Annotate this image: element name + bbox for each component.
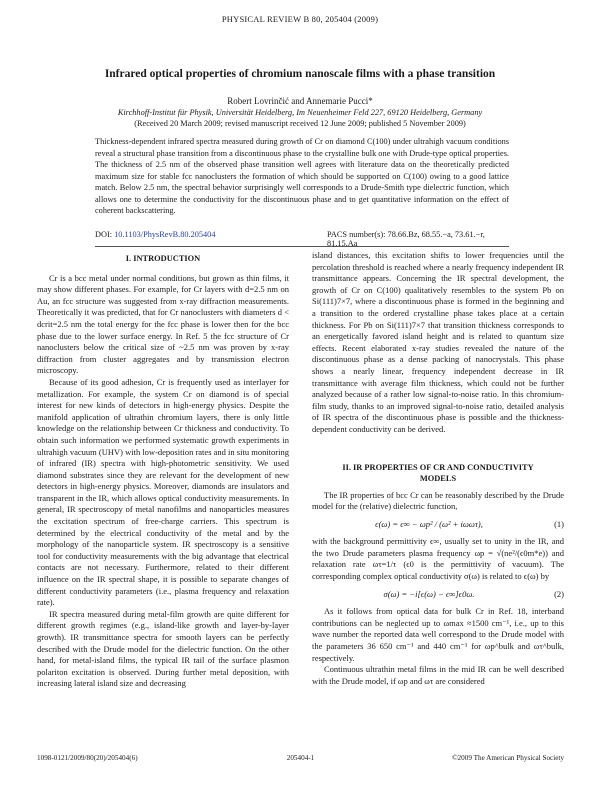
- intro-paragraph-continued: island distances, this excitation shifts to lower frequencies until the percolation threshold is reached where a nearly frequency independent IR transmittance appears. Concerning the IR spectral development, the growth of Cr on C(100) qualitatively resembles to the system Pb on Si(111)7×7, where a discontinuous phase is formed in the beginning and a transition to the ordered crystalline phase takes place at a certain thickness. For Pb on Si(111)7×7 that transition thickness corresponds to an energetically favored island height and is related to quantum size effects. Recent elaborated x-ray studies revealed the nature of the discontinuous phase as a dense packing of nanocrystals. This phase shows a nearly linear, frequency independent decrease in IR transmittance with average film thickness, which could not be further analyzed because of a rather low signal-to-noise ratio. In this chromium-film study, thanks to an improved signal-to-noise ratio, detailed analysis of IR spectra of the discontinuous phase is possible and the thickness-dependent conductivity can be derived.: [312, 250, 564, 434]
- intro-paragraph-3: IR spectra measured during metal-film growth are quite different for different growth regimes (e.g., island-like growth and layer-by-layer growth). IR transmittance spectra for smooth layers can be perfectly described with the Drude model for the dielectric function. On the other hand, for metal-island films, the typical IR tail of the surface plasmon polariton excitation is observed. During further metal deposition, with increasing lateral island size and decreasing: [37, 608, 289, 689]
- models-paragraph-4: Continuous ultrathin metal films in the mid IR can be well described with the Drude model, if ωp and ωτ are considered: [312, 664, 564, 686]
- affiliation: Kirchhoff-Institut für Physik, Universität Heidelberg, Im Neuenheimer Feld 227, 69120 Heidelberg, Germany: [117, 108, 483, 117]
- equation-1-number: (1): [554, 518, 564, 529]
- intro-paragraph-1: Cr is a bcc metal under normal conditions, but grown as thin films, it may show different phases. For example, for Cr layers with d=2.5 nm on Au, an fcc structure was suggested from x-ray diffraction measurements. Theoretically it was predicted, that for Cr nanoclusters with diameters d < dcrit=2.5 nm the total energy for the fcc phase is lower then for the bcc phase due to the lower surface energy. In Ref. 5 the fcc structure of Cr nanoclusters below the critical size of ~2.5 nm was proven by x-ray diffraction from cluster aggregates and by transmission electron microscopy.: [37, 272, 289, 376]
- models-paragraph-3: As it follows from optical data for bulk Cr in Ref. 18, interband contributions can be neglected up to ωmax ≈1500 cm⁻¹, i.e., up to this wave number the reported data well correspond to the Drude model with the parameters 36 650 cm⁻¹ and 440 cm⁻¹ for ωp^bulk and ωτ^bulk, respectively.: [312, 606, 564, 663]
- footer-copyright: ©2009 The American Physical Society: [452, 754, 564, 762]
- equation-1-formula: ϵ(ω) = ϵ∞ − ωp² / (ω² + iωωτ),: [375, 518, 483, 529]
- footer-page-number: 205404-1: [286, 754, 315, 762]
- intro-paragraph-2: Because of its good adhesion, Cr is frequently used as interlayer for metallization. For example, the system Cr on diamond is of special interest for new kinds of detectors in high-energy physics. Despite the manifold application of ultrathin chromium layers, there is only little knowledge on the relationship between Cr thickness and conductivity. To obtain such information we performed systematic growth experiments in ultrahigh vacuum (UHV) with low-deposition rates and in situ monitoring of infrared (IR) spectra with high-photometric sensitivity. We used diamond substrates since they are relevant for the development of new detectors in high-energy physics. Moreover, diamonds are insulators and transparent in the IR, which allows optical conductivity measurements. In general, IR spectroscopy of metal nanofilms and nanoparticles measures the excitation spectrum of free-charge carriers. This spectrum is determined by the electrical conductivity of the metal and by the morphology of the nanoparticle system. IR spectroscopy is a sensitive tool for conductivity measurements with the big advantage that electrical contacts are not necessary. Furthermore, related to their different influence on the IR spectral shape, it is possible to separate changes of different conductivity parameters (i.e., plasma frequency and relaxation rate).: [37, 376, 289, 608]
- doi-link[interactable]: 10.1103/PhysRevB.80.205404: [114, 230, 216, 239]
- equation-2-number: (2): [554, 588, 564, 599]
- left-column: [37, 253, 289, 690]
- abstract: Thickness-dependent infrared spectra measured during growth of Cr on diamond C(100) under ultrahigh vacuum conditions reveal a structural phase transition from a discontinuous phase to the crystalline bulk one with Drude-type optical properties. The thickness of 2.5 nm of the observed phase transition well agrees with literature data on the theoretically predicted maximum size for stable fcc nanoclusters the formation of which should be supported on C(100) owing to a good lattice match. Below 2.5 nm, the spectral behavior surprisingly well corresponds to a Drude-Smith type dielectric function, which allows one to determine the conductivity for the discontinuous phase and to get quantitative information on the effect of coherent backscattering.: [95, 137, 509, 215]
- equation-2: [312, 589, 564, 601]
- paper-title: Infrared optical properties of chromium nanoscale films with a phase transition: [104, 68, 496, 80]
- header-divider: [95, 246, 509, 247]
- doi-pacs-line: [95, 230, 509, 248]
- right-column: [312, 250, 564, 687]
- pacs-numbers: PACS number(s): 78.66.Bz, 68.55.−a, 73.61.−r, 81.15.Aa: [327, 230, 485, 248]
- section-2-heading-line-2: MODELS: [419, 473, 457, 483]
- running-head: PHYSICAL REVIEW B 80, 205404 (2009): [221, 14, 379, 24]
- received-dates: (Received 20 March 2009; revised manuscript received 12 June 2009; published 5 November 2009): [134, 119, 466, 128]
- section-2-heading: [312, 462, 564, 484]
- doi-label: DOI:: [95, 230, 113, 239]
- section-1-heading: I. INTRODUCTION: [125, 254, 201, 263]
- equation-1: [312, 519, 564, 531]
- equation-2-formula: σ(ω) = −i[ϵ(ω) − ϵ∞]ϵ0ω.: [383, 588, 475, 599]
- models-paragraph-1: The IR properties of bcc Cr can be reasonably described by the Drude model for the (relative) dielectric function,: [312, 489, 564, 512]
- models-paragraph-2: with the background permittivity ϵ∞, usually set to unity in the IR, and the two Drude parameters plasma frequency ωp = √(ne²/(ϵ0m*e)) and relaxation rate ωτ=1/τ (ϵ0 is the permittivity of vacuum). The corresponding complex optical conductivity σ(ω) is related to ϵ(ω) by: [312, 536, 564, 582]
- footer-issn: 1098-0121/2009/80(20)/205404(6): [37, 754, 138, 762]
- section-2-heading-line-1: II. IR PROPERTIES OF CR AND CONDUCTIVITY: [342, 462, 534, 472]
- authors: Robert Lovrinčić and Annemarie Pucci*: [227, 96, 373, 106]
